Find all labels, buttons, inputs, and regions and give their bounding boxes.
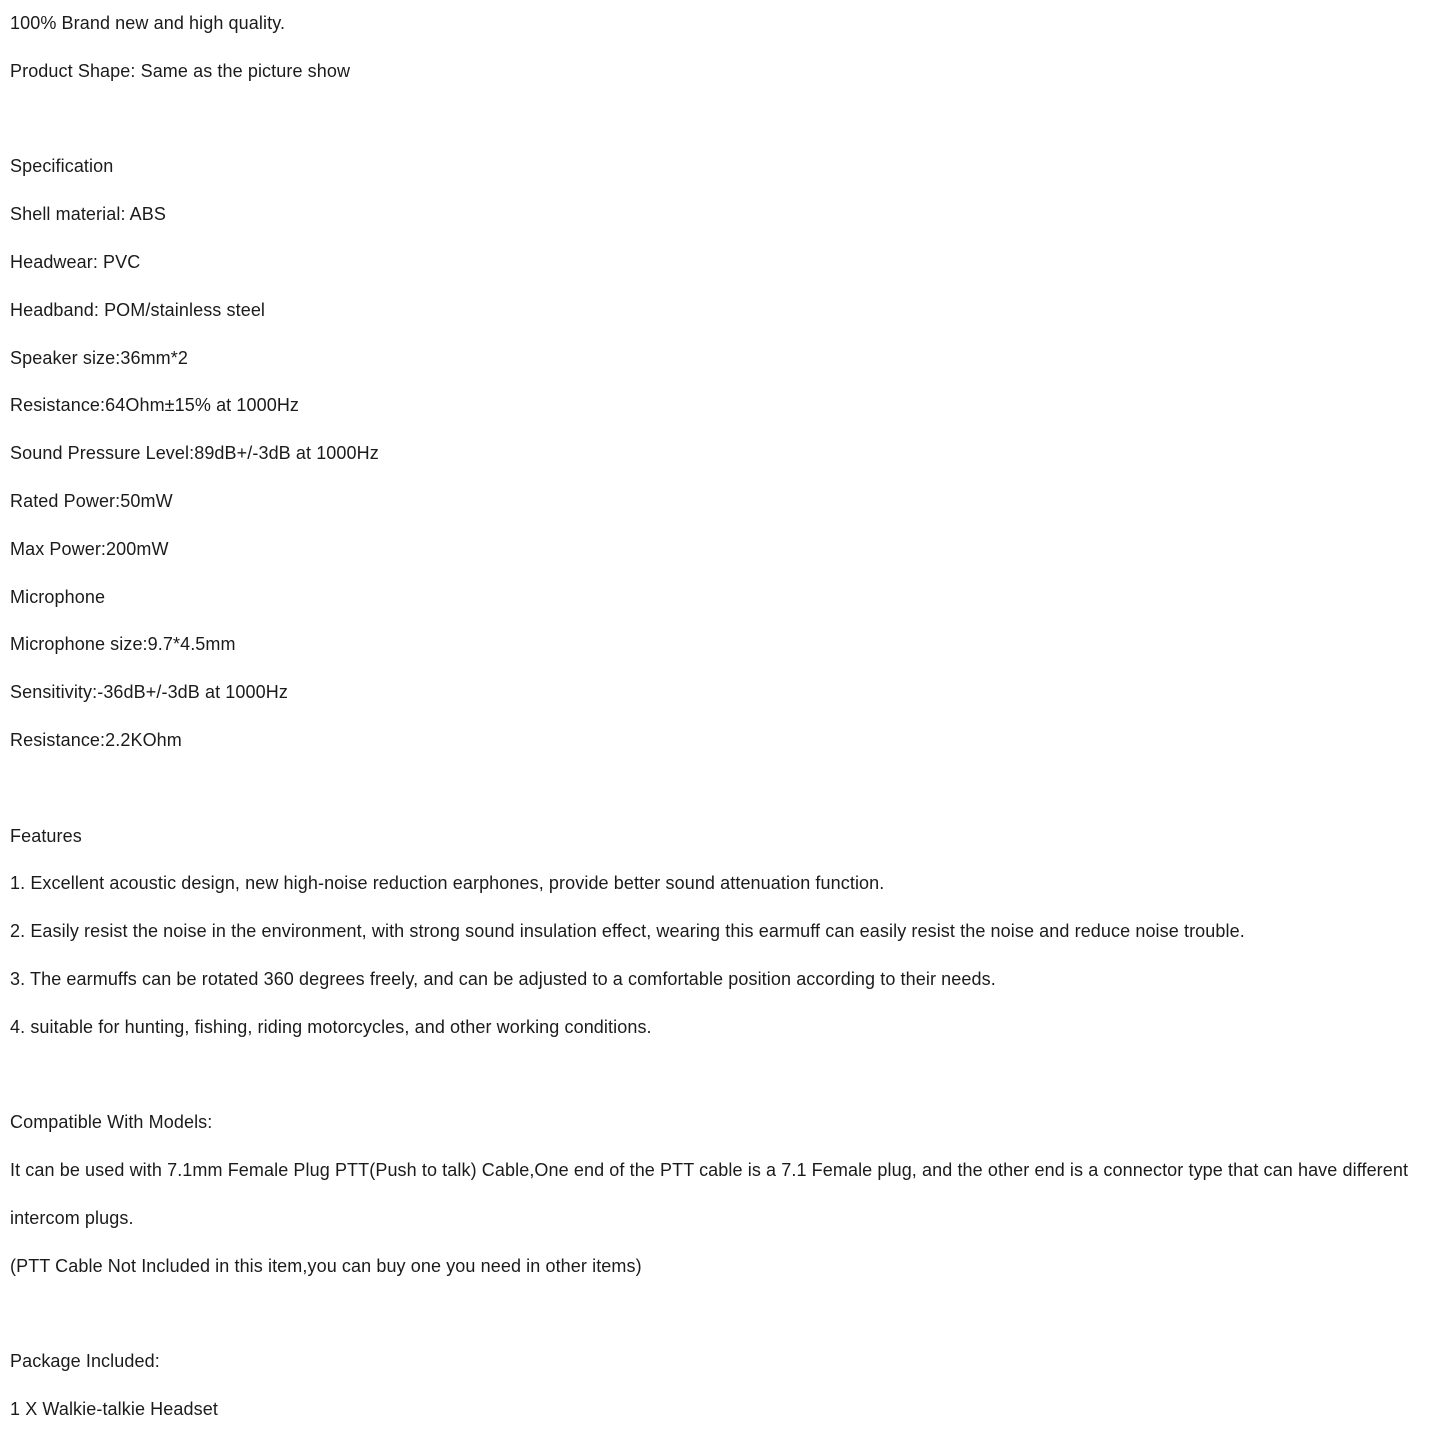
feature-item-2: 2. Easily resist the noise in the environment, with strong sound insulation effect, wearing this earmuff can easily resist the noise and reduce noise trouble. xyxy=(10,921,1245,942)
feature-item-1: 1. Excellent acoustic design, new high-noise reduction earphones, provide better sound attenuation function. xyxy=(10,873,885,894)
spacer xyxy=(10,96,1429,144)
spacer xyxy=(10,1052,1429,1100)
compatibility-heading: Compatible With Models: xyxy=(10,1112,213,1133)
spec-item-max-power: Max Power:200mW xyxy=(10,538,169,559)
spec-item-sensitivity: Sensitivity:-36dB+/-3dB at 1000Hz xyxy=(10,682,288,703)
spec-item-sound-pressure-level: Sound Pressure Level:89dB+/-3dB at 1000Hz xyxy=(10,443,379,464)
spacer xyxy=(10,1291,1429,1339)
spec-item-microphone-size: Microphone size:9.7*4.5mm xyxy=(10,634,236,655)
feature-item-3: 3. The earmuffs can be rotated 360 degrees freely, and can be adjusted to a comfortable position according to their needs. xyxy=(10,968,996,989)
spec-item-microphone: Microphone xyxy=(10,586,106,607)
features-heading: Features xyxy=(10,825,82,846)
intro-line-product-shape: Product Shape: Same as the picture show xyxy=(10,60,351,81)
specification-heading: Specification xyxy=(10,156,114,177)
spec-item-mic-resistance: Resistance:2.2KOhm xyxy=(10,729,182,750)
spec-item-headwear: Headwear: PVC xyxy=(10,251,141,272)
package-heading: Package Included: xyxy=(10,1351,160,1372)
spec-item-rated-power: Rated Power:50mW xyxy=(10,490,173,511)
spacer xyxy=(10,765,1429,813)
package-item-headset: 1 X Walkie-talkie Headset xyxy=(10,1399,218,1420)
feature-item-4: 4. suitable for hunting, fishing, riding motorcycles, and other working conditions. xyxy=(10,1016,652,1037)
spec-item-speaker-size: Speaker size:36mm*2 xyxy=(10,347,188,368)
spec-item-headband: Headband: POM/stainless steel xyxy=(10,299,266,320)
compatibility-body: It can be used with 7.1mm Female Plug PTT(Push to talk) Cable,One end of the PTT cable is a 7.1 Female plug, and the other end is a connector type that can have different intercom plugs. xyxy=(10,1160,1409,1228)
intro-line-brand-new: 100% Brand new and high quality. xyxy=(10,13,286,33)
compatibility-note: (PTT Cable Not Included in this item,you can buy one you need in other items) xyxy=(10,1255,642,1276)
spec-item-shell-material: Shell material: ABS xyxy=(10,204,166,225)
spec-item-speaker-resistance: Resistance:64Ohm±15% at 1000Hz xyxy=(10,395,300,416)
